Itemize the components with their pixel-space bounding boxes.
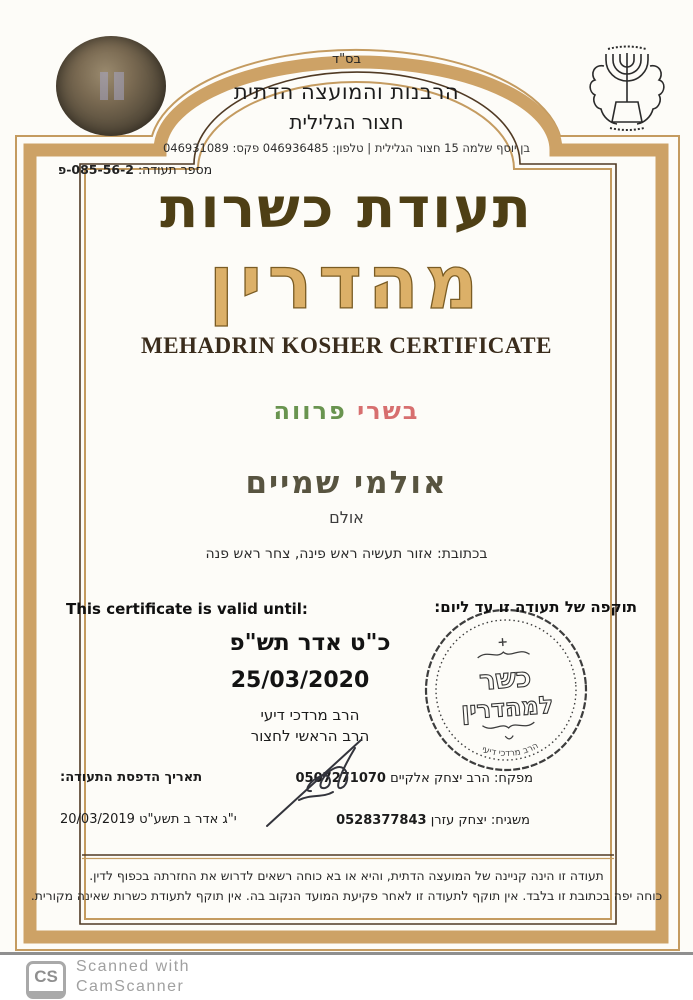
valid-until-label-he: תוקפה של תעודה זו עד ליום: (434, 598, 637, 616)
rabbi-name: הרב מרדכי דיעי (260, 706, 360, 724)
certificate-number-value: פ-085-56-2 (58, 162, 134, 177)
title-mehadrin-he: מהדרין (208, 240, 485, 326)
supervisor-label: מפקח: הרב יצחק אלקיים (390, 771, 533, 786)
business-name: אולמי שמיים (245, 465, 448, 501)
camscanner-caption-line2: CamScanner (76, 978, 185, 995)
org-address-phone: בן יוסף שלמה 15 חצור הגלילית | טלפון: 046936485 פקס: 046931089 (162, 141, 531, 155)
certificate-number (58, 162, 212, 177)
camscanner-logo-strip (28, 991, 64, 997)
camscanner-caption-line1: Scanned with (76, 958, 191, 975)
expiry-date: 25/03/2020 (230, 668, 370, 693)
stamp-text-lemehadrin: למהדרין (460, 690, 555, 726)
expiry-hebrew-date: כ"ט אדר תש"פ (229, 630, 391, 656)
mashgiach-label: משגיח: יצחק עזרן (430, 813, 530, 828)
title-kosher-certificate-he: תעודת כשרות (160, 176, 533, 241)
camscanner-logo (26, 961, 66, 999)
disclaimer-line1: תעודה זו הינה קניינה של המועצה הדתית, והיא או בא כוחה רשאים לדרוש את החזרתה בכפוף לדין. (89, 869, 604, 883)
print-date-label: תאריך הדפסת התעודה: (60, 770, 203, 785)
certificate-number-label: מספר תעודה: (137, 162, 213, 177)
org-name-line1: הרבנות והמועצה הדתית (233, 80, 460, 104)
valid-until-label-en: This certificate is valid until: (66, 600, 308, 618)
camscanner-caption (76, 957, 190, 997)
business-type: אולם (329, 508, 364, 527)
supervisor-phone: 0507271070 (295, 771, 386, 786)
org-name-line2: חצור הגלילית (289, 110, 404, 134)
stamp-text-kosher: כשר (478, 662, 533, 697)
rabbi-title: הרב הראשי לחצור (250, 727, 370, 745)
kosher-status (0, 397, 693, 425)
status-meat: בשרי (357, 397, 420, 425)
signature (243, 738, 378, 828)
disclaimer-line2: כוחה יפה בכתובת זו בלבד. אין תוקף לתעודה זו לאחר פקיעת המועד הנקוב בה. אין תוקף לתעודת כשרות שאינה מקורית. (30, 889, 663, 903)
bsd-text: בס"ד (331, 52, 362, 67)
print-date-value: י"ג אדר ב תשע"ט 20/03/2019 (60, 812, 237, 827)
camscanner-footer (0, 955, 693, 1000)
mashgiach-phone: 0528377843 (336, 813, 427, 828)
camscanner-logo-text: CS (34, 967, 58, 986)
stamp-ring-text: הרב מרדכי דיעי (480, 741, 541, 760)
title-english: MEHADRIN KOSHER CERTIFICATE (141, 333, 552, 358)
business-address: בכתובת: אזור תעשיה ראש פינה, צחר ראש פנה (205, 546, 488, 562)
status-parve: פרווה (273, 397, 347, 425)
